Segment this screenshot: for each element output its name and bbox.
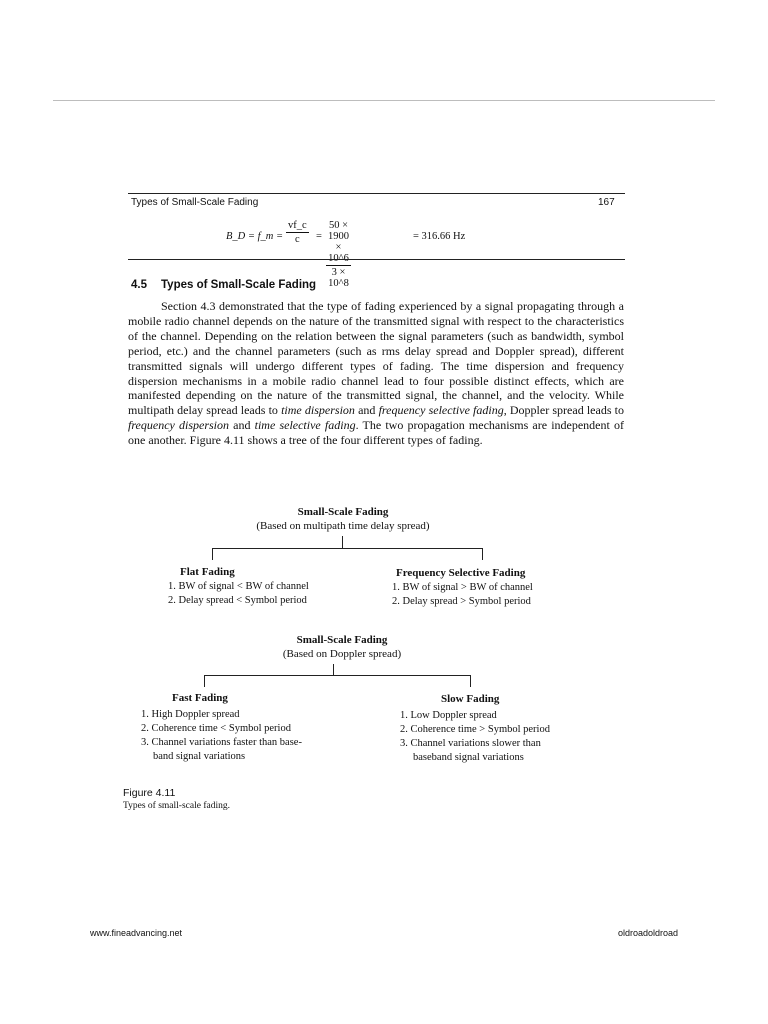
header-rule bbox=[128, 193, 625, 194]
fraction-denominator: 3 × 10^8 bbox=[328, 267, 349, 289]
paragraph-run: Section 4.3 demonstrated that the type of fading experienced by a signal propagating through a mobile radio channel depends on the nature of the transmitted signal with respect to the characteristics of the channel. Depending on the relation between the signal parameters (such as bandwidth, symbol period, etc.) and the channel parameters (such as rms delay spread and Doppler spread), different transmitted signals will undergo different types of fading. The time dispersion and frequency dispersion mechanisms in a mobile radio channel lead to four possible distinct effects, which are manifested depending on the nature of the transmitted signal, the channel, and the velocity. While multipath delay spread leads to bbox=[128, 299, 624, 418]
tree-branch-line bbox=[204, 675, 471, 676]
branch-item: 1. High Doppler spread bbox=[141, 709, 240, 720]
top-divider bbox=[53, 100, 715, 101]
paragraph-text bbox=[128, 299, 624, 448]
tree-root-subtitle: (Based on multipath time delay spread) bbox=[256, 520, 430, 532]
tree-root-title: Small-Scale Fading bbox=[296, 634, 388, 646]
tree-stem bbox=[342, 536, 343, 548]
branch-item: 2. Delay spread > Symbol period bbox=[392, 596, 531, 607]
footer-left-url: www.fineadvancing.net bbox=[90, 928, 183, 938]
branch-item: 3. Channel variations slower than bbox=[400, 738, 541, 749]
paragraph-run: . The two propagation mechanisms are independent of one another. Figure 4.11 shows a tree of the four different types of fading. bbox=[128, 418, 624, 448]
page-number: 167 bbox=[598, 197, 615, 208]
section-number: 4.5 bbox=[131, 279, 147, 291]
branch-title-flat: Flat Fading bbox=[180, 566, 235, 578]
fraction-values bbox=[326, 220, 351, 289]
branch-item: 1. BW of signal < BW of channel bbox=[168, 581, 309, 592]
figure-label: Figure 4.11 bbox=[123, 787, 176, 799]
section-heading bbox=[131, 279, 316, 291]
tree-left-drop bbox=[204, 675, 205, 687]
paragraph-run: and bbox=[229, 418, 255, 433]
emphasized-term: frequency dispersion bbox=[128, 418, 230, 433]
equation-rule bbox=[128, 259, 625, 260]
footer-right-text: oldroadoldroad bbox=[618, 928, 679, 938]
fraction-vfc bbox=[286, 220, 309, 245]
fraction-denominator: c bbox=[295, 234, 300, 245]
fraction-numerator: vf_c bbox=[288, 220, 307, 231]
branch-item: 1. Low Doppler spread bbox=[400, 710, 497, 721]
figure-caption: Types of small-scale fading. bbox=[123, 801, 230, 811]
emphasized-term: frequency selective fading bbox=[378, 403, 504, 418]
running-title: Types of Small-Scale Fading bbox=[131, 197, 259, 208]
paragraph-run: and bbox=[354, 403, 379, 418]
section-title: Types of Small-Scale Fading bbox=[161, 279, 317, 291]
branch-item: baseband signal variations bbox=[413, 752, 524, 763]
tree-right-drop bbox=[470, 675, 471, 687]
emphasized-term: time selective fading bbox=[254, 418, 356, 433]
tree-root-subtitle: (Based on Doppler spread) bbox=[282, 648, 402, 660]
tree-branch-line bbox=[212, 548, 483, 549]
branch-item: 2. Coherence time < Symbol period bbox=[141, 723, 291, 734]
branch-item: band signal variations bbox=[153, 751, 246, 762]
branch-item: 2. Delay spread < Symbol period bbox=[168, 595, 307, 606]
branch-title-fast: Fast Fading bbox=[172, 692, 228, 704]
fraction-numerator: 50 × 1900 × bbox=[326, 220, 351, 266]
branch-item: 2. Coherence time > Symbol period bbox=[400, 724, 550, 735]
branch-item: 1. BW of signal > BW of channel bbox=[392, 582, 533, 593]
tree-right-drop bbox=[482, 548, 483, 560]
tree-root-title: Small-Scale Fading bbox=[297, 506, 389, 518]
equation-lhs: B_D = f_m = bbox=[226, 231, 284, 242]
equation-result: = 316.66 Hz bbox=[413, 231, 466, 242]
branch-title-frequency-selective: Frequency Selective Fading bbox=[396, 567, 526, 579]
paragraph-run: , Doppler spread leads to bbox=[503, 403, 624, 418]
tree-left-drop bbox=[212, 548, 213, 560]
tree-stem bbox=[333, 664, 334, 675]
branch-title-slow: Slow Fading bbox=[441, 693, 500, 705]
equals-sign: = bbox=[316, 231, 322, 242]
branch-item: 3. Channel variations faster than base- bbox=[141, 737, 302, 748]
emphasized-term: time dispersion bbox=[281, 403, 355, 418]
body-paragraph bbox=[128, 299, 624, 448]
